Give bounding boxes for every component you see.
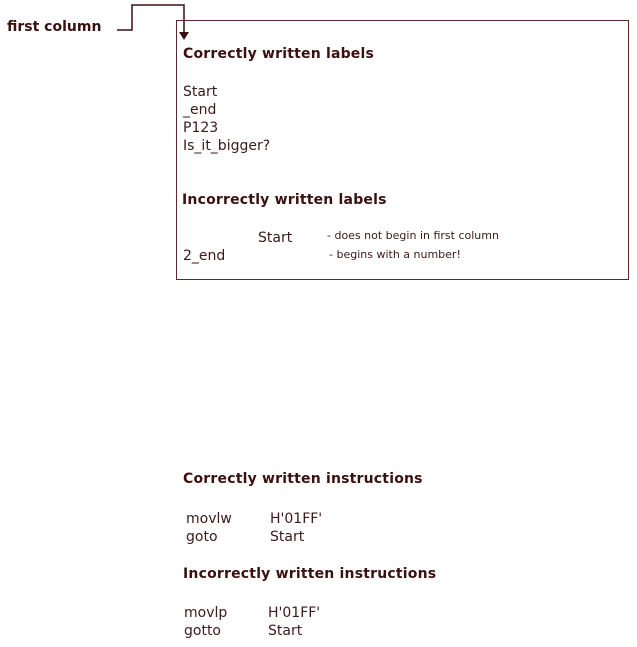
- instruction-operand: H'01FF': [270, 511, 323, 527]
- instruction-mnemonic: movlp: [184, 605, 228, 621]
- correct-label-item: Is_it_bigger?: [183, 138, 271, 154]
- instruction-mnemonic: movlw: [186, 511, 232, 527]
- incorrect-label-note: - begins with a number!: [329, 248, 461, 261]
- callout-line: [117, 5, 184, 34]
- incorrect-label-item: Start: [258, 230, 293, 246]
- incorrect-label-item: 2_end: [183, 248, 226, 264]
- incorrect-labels-heading: Incorrectly written labels: [182, 192, 387, 208]
- instruction-mnemonic: goto: [186, 529, 218, 545]
- incorrect-instructions-heading: Incorrectly written instructions: [183, 566, 437, 582]
- correct-instructions-heading: Correctly written instructions: [183, 471, 423, 487]
- instruction-operand: Start: [268, 623, 303, 639]
- correct-label-item: P123: [183, 120, 219, 136]
- correct-labels-heading: Correctly written labels: [183, 46, 375, 62]
- instruction-operand: H'01FF': [268, 605, 321, 621]
- correct-label-item: Start: [183, 84, 218, 100]
- correct-labels-list: [183, 83, 270, 155]
- incorrect-label-note: - does not begin in first column: [327, 229, 499, 242]
- instruction-operand: Start: [270, 529, 305, 545]
- instruction-mnemonic: gotto: [184, 623, 221, 639]
- first-column-callout: first column: [7, 19, 102, 35]
- correct-label-item: _end: [183, 102, 217, 118]
